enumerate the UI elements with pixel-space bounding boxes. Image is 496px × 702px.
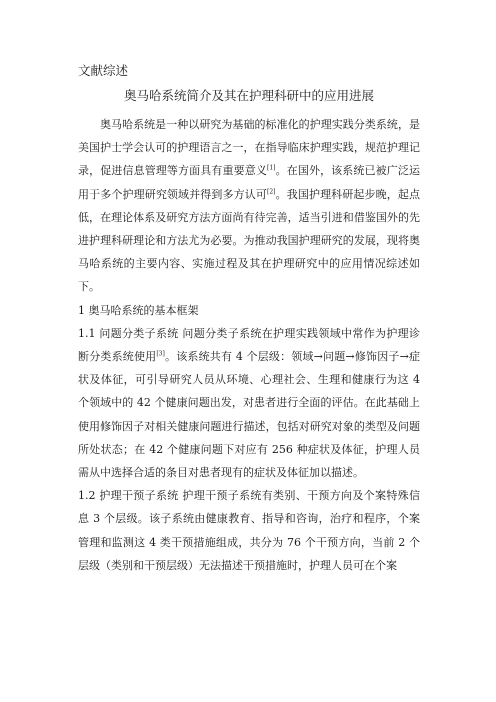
intro-text-1: 奥马哈系统是一种以研究为基础的标准化的护理实践分类系统，是美国护士学会认可的护理语言之一，在指导临床护理实践，规范护理记录，促进信息管理等方面具有重要意义 [78, 118, 420, 178]
subsection-1-1-paragraph [78, 322, 420, 484]
citation-1: [1] [266, 164, 276, 172]
subsection-1-1-text-a: 1.1 问题分类子系统 问题分类子系统在护理实践领域中常作为护理诊断分类系统使用 [78, 326, 420, 364]
subsection-1-2-paragraph: 1.2 护理干预子系统 护理干预子系统有类别、干预方向及个案特殊信息 3 个层级。该子系统由健康教育、指导和咨询，治疗和程序，个案管理和监测这 4 类干预措施组成，共分为 76 个干预方向，当前 2 个层级（类别和干预层级）无法描述干预措施时，护理人员可在个案 [78, 489, 420, 572]
document-page [78, 62, 420, 577]
article-title: 奥马哈系统简介及其在护理科研中的应用进展 [123, 88, 374, 103]
intro-text-3: 。我国护理科研起步晚，起点低，在理论体系及研究方法方面尚有待完善，适当引进和借鉴国外的先进护理科研理论和方法尤为必要。为推动我国护理研究的发展，现将奥马哈系统的主要内容、实施过程及其在护理研究中的应用情况综述如下。 [78, 187, 421, 294]
section-label: 文献综述 [78, 63, 129, 78]
citation-2: [2] [266, 187, 276, 195]
intro-text-2: 。在国外，该系统已被广泛运用于多个护理研究领域并得到多方认可 [78, 164, 421, 201]
intro-paragraph [78, 113, 420, 299]
subsection-1-1-text-b: 。该系统共有 4 个层级：领域→问题→修饰因子→症状及体征，可引导研究人员从环境、心理社会、生理和健康行为这 4 个领域中的 42 个健康问题出发，对患者进行全面的评估。在此基础上使用修饰因子对相关健康问题进行描述，包括对研究对象的类型及问题所处状态；在 42 个健康问题下对应有 256 种症状及体征，护理人员需从中选择合适的条目对患者现有的症状及体征加以描述。 [78, 350, 420, 480]
citation-3: [3] [156, 350, 165, 358]
section-heading-1: 1 奥马哈系统的基本框架 [78, 303, 199, 317]
